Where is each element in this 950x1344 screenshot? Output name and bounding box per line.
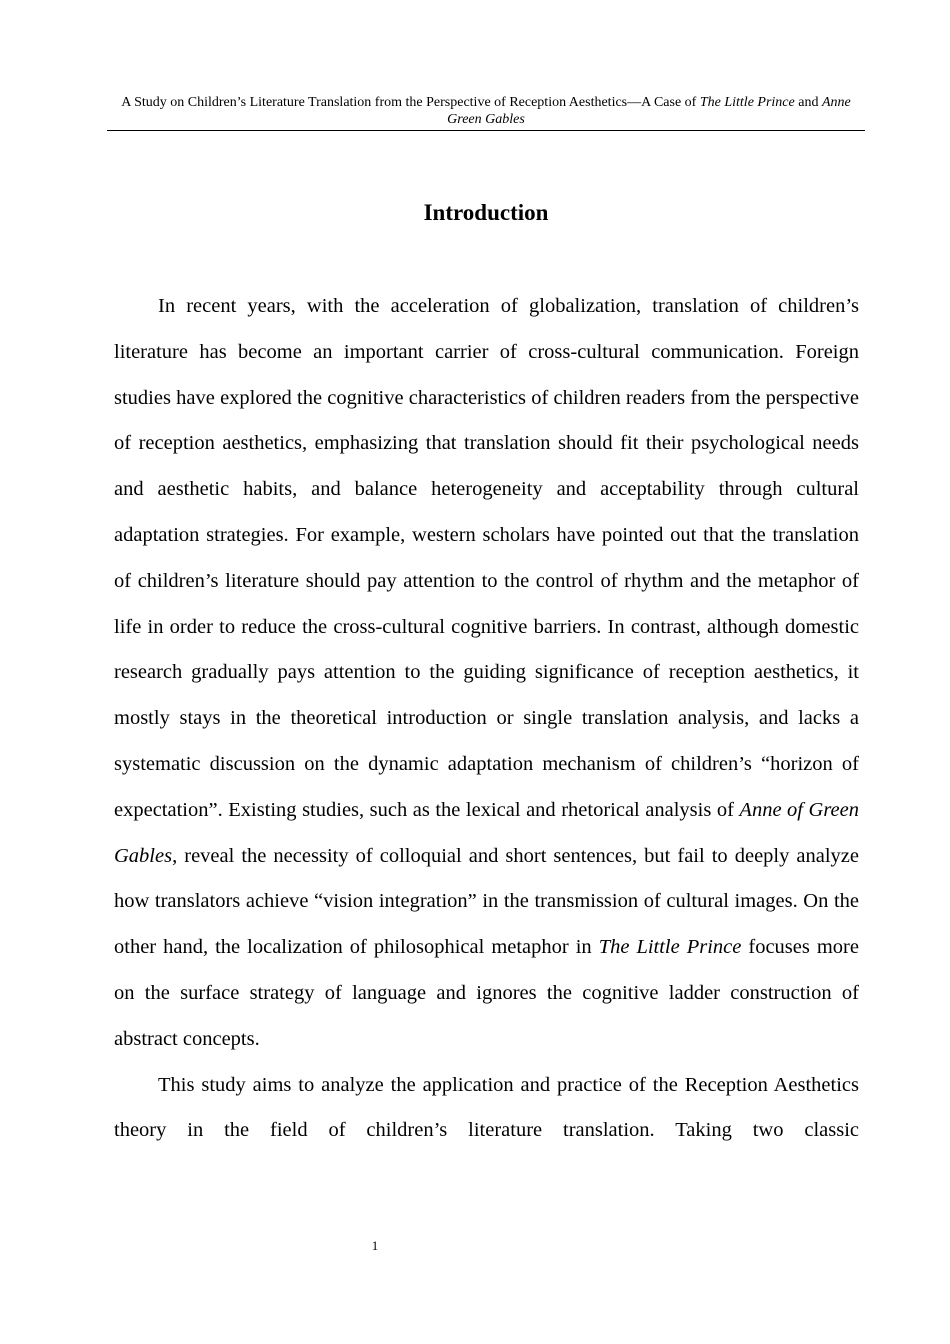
header-text-1: A Study on Children’s Literature Translation from the Perspective of Reception Aesthetics—A Case of (121, 95, 700, 110)
paragraph-1-text-a: In recent years, with the acceleration of globalization, translation of children’s literature has become an important carrier of cross-cultural communication. Foreign studies have explored the cognitive characteristics of children readers from the perspective of reception aesthetics, emphasizing that translation should fit their psychological needs and aesthetic habits, and balance heterogeneity and acceptability through cultural adaptation strategies. For example, western scholars have pointed out that the translation of children’s literature should pay attention to the control of rhythm and the metaphor of life in order to reduce the cross-cultural cognitive barriers. In contrast, although domestic research gradually pays attention to the guiding significance of reception aesthetics, it mostly stays in the theoretical introduction or single translation analysis, and lacks a systematic discussion on the dynamic adaptation mechanism of children’s “horizon of expectation”. Existing studies, such as the lexical and rhetorical analysis of (114, 295, 859, 821)
paragraph-1-italic-title-2: The Little Prince (598, 936, 742, 959)
body-text (114, 284, 859, 1154)
paragraph-2-text: This study aims to analyze the application and practice of the Reception Aesthetics theory in the field of children’s literature translation. Taking two classic (114, 1073, 859, 1142)
paragraph-1-text-b: , reveal the necessity of colloquial and short sentences, but fail to deeply analyze how translators achieve “vision integration” in the transmission of cultural images. On the other hand, the localization of philosophical metaphor in (114, 844, 859, 959)
header-text-2: and (794, 95, 822, 110)
section-title: Introduction (423, 200, 549, 225)
header-italic-2: Anne Green Gables (447, 95, 851, 127)
paragraph-1-text-c: focuses more on the surface strategy of language and ignores the cognitive ladder construction of abstract concepts. (114, 936, 859, 1050)
running-header (107, 94, 865, 131)
page-number: 1 (371, 1238, 379, 1253)
paragraph-1-italic-title-1: Anne of Green Gables (114, 798, 859, 867)
header-italic-1: The Little Prince (699, 95, 795, 110)
paragraph-1 (114, 284, 859, 1063)
paragraph-2 (114, 1063, 859, 1155)
